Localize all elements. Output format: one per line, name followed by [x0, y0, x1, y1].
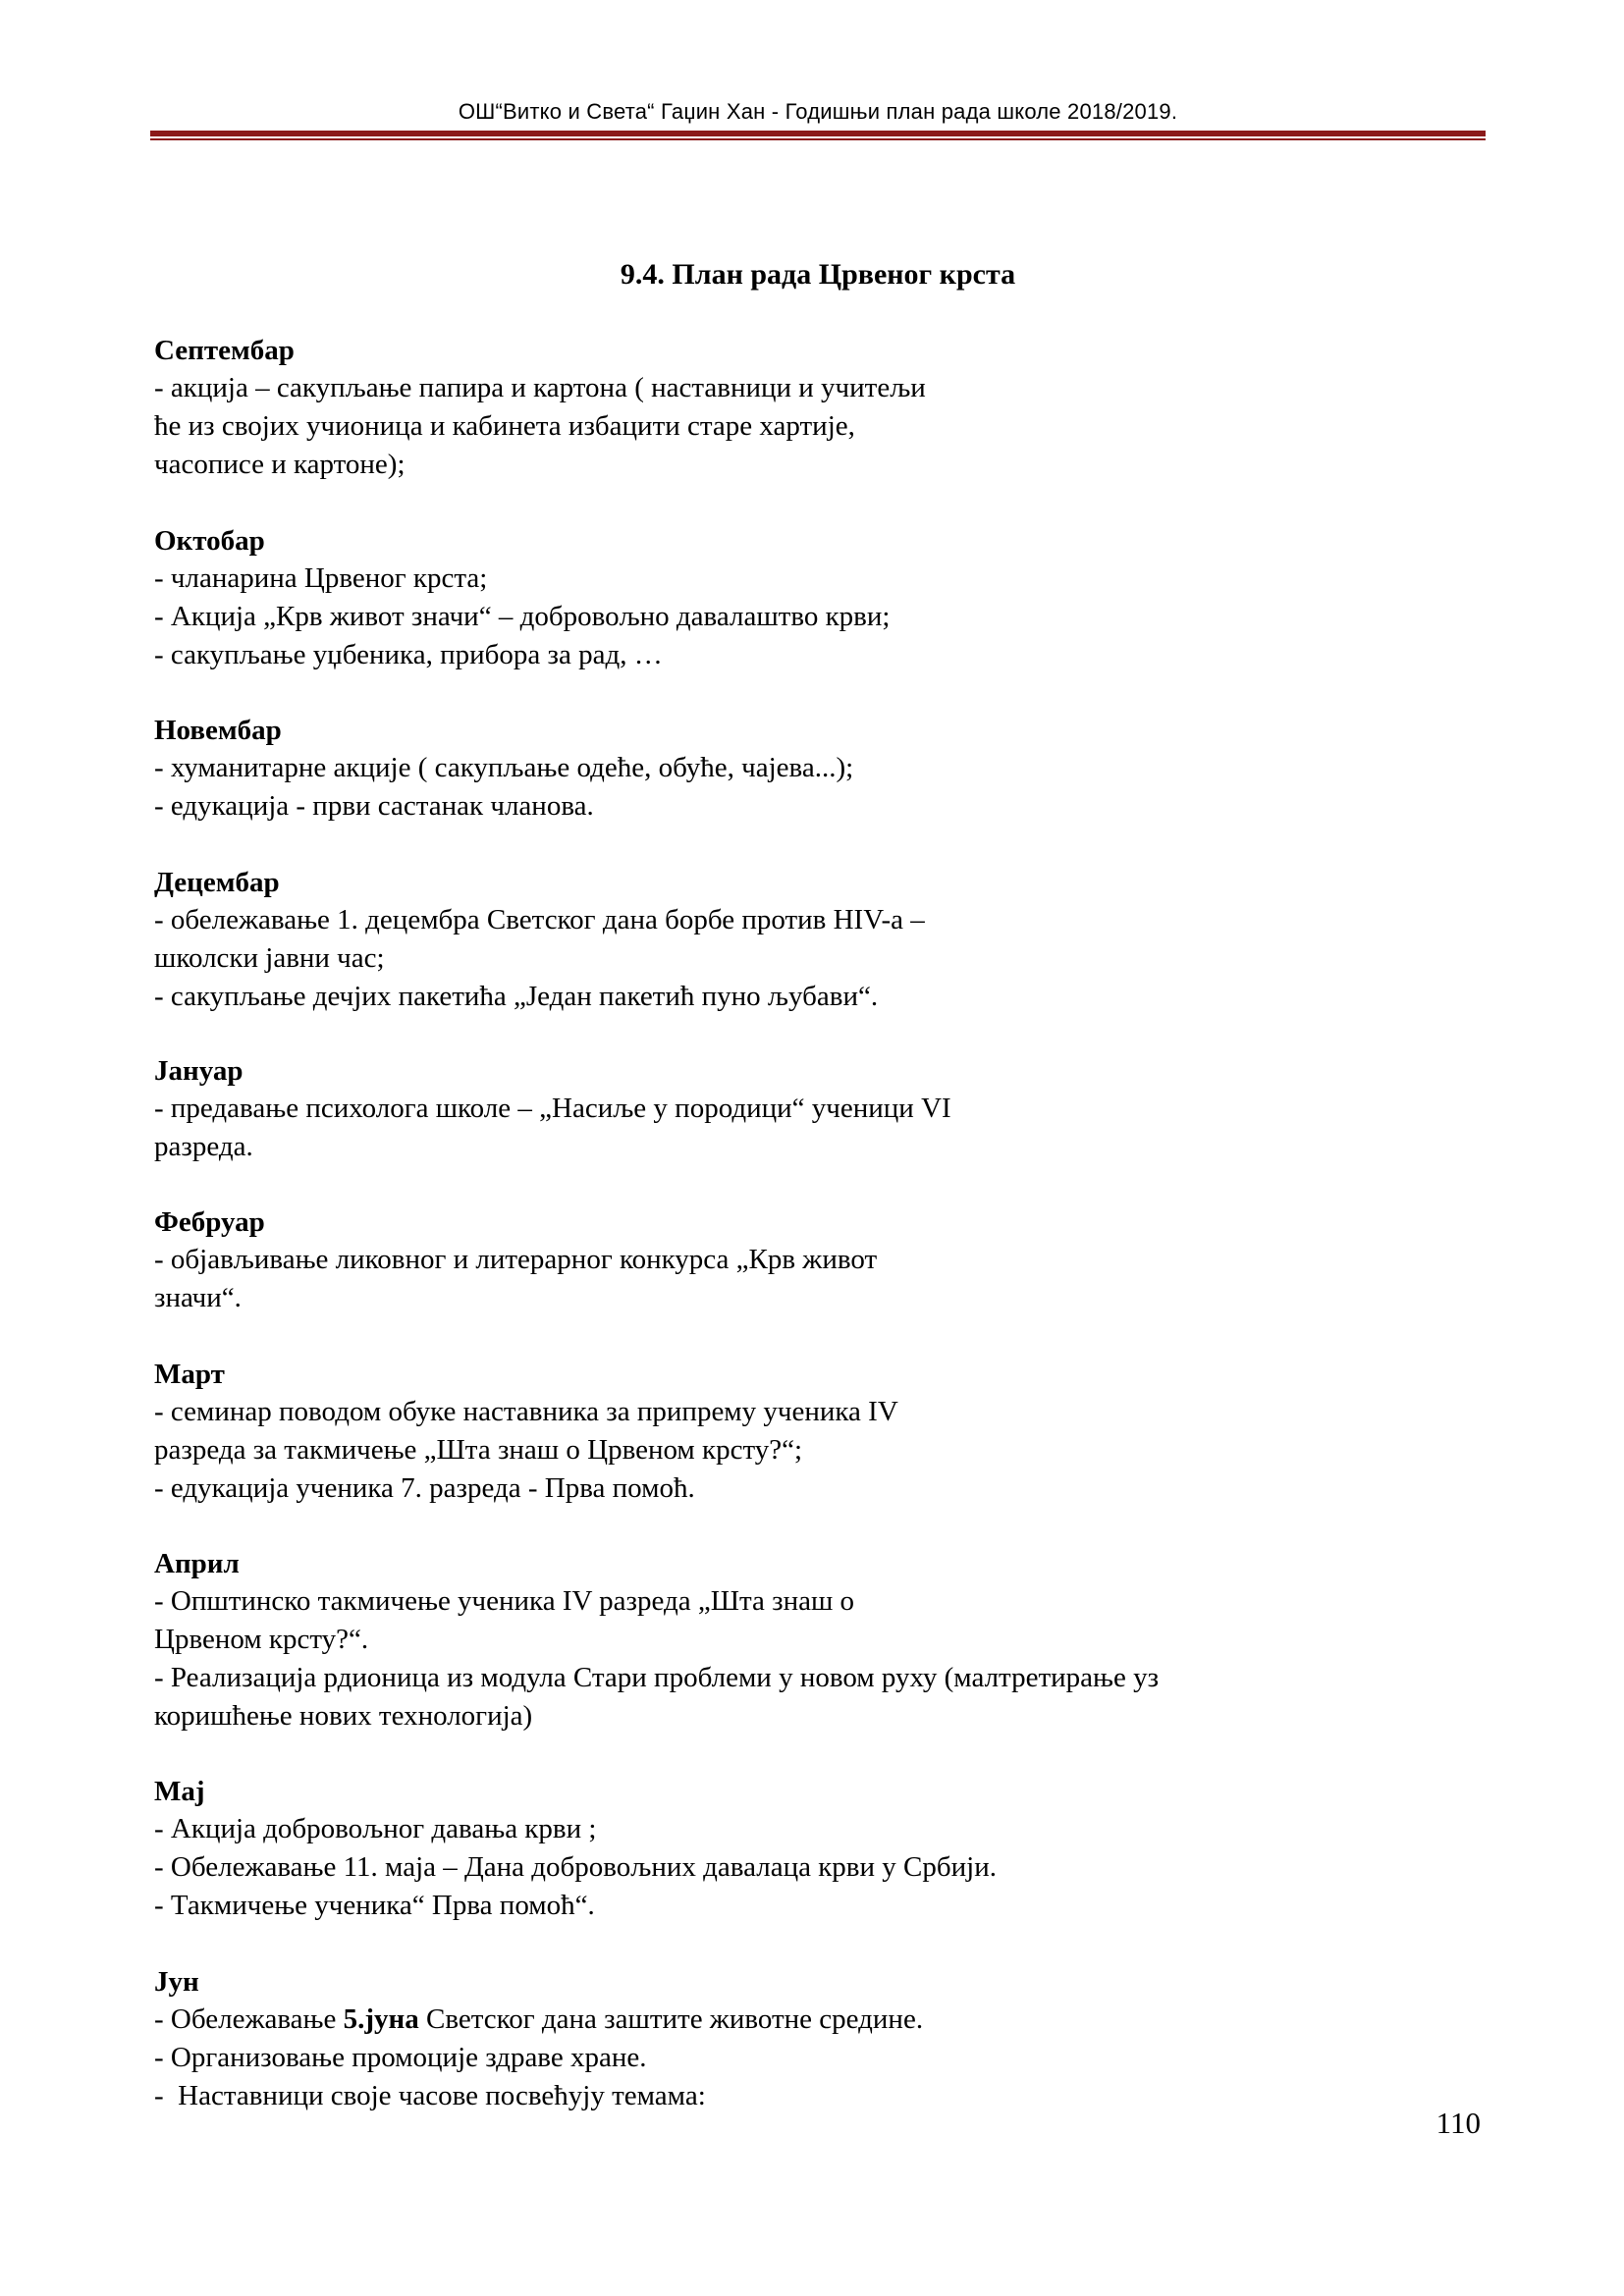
list-item: - Обележавање 11. маја – Дана добровољних давалаца крви у Србији. [154, 1851, 997, 1883]
list-item: ће из својих учионица и кабинета избацити старе хартије, [154, 410, 855, 442]
list-item-text: Светског дана заштите животне средине. [418, 2003, 924, 2035]
month-heading: Септембар [154, 335, 295, 366]
month-section-february [154, 1203, 1372, 1317]
list-item: - објављивање ликовног и литерарног конкурса „Крв живот [154, 1244, 878, 1275]
month-section-october [154, 522, 1372, 674]
list-item: - Акција „Крв живот значи“ – добровољно давалаштво крви; [154, 601, 891, 632]
month-heading: Новембар [154, 715, 282, 746]
month-section-september [154, 332, 1372, 484]
month-section-may [154, 1773, 1372, 1925]
month-heading: Октобар [154, 525, 265, 557]
month-section-march [154, 1356, 1372, 1508]
month-heading: Јануар [154, 1055, 244, 1087]
month-heading: Март [154, 1359, 225, 1390]
month-section-december [154, 864, 1372, 1016]
list-item: разреда. [154, 1131, 253, 1162]
month-heading: Фебруар [154, 1206, 265, 1238]
list-item: - предавање психолога школе – „Насиље у породици“ ученици VI [154, 1093, 951, 1124]
list-item: школски јавни час; [154, 942, 385, 974]
running-header: ОШ“Витко и Света“ Гаџин Хан - Годишњи план рада школе 2018/2019. [458, 99, 1178, 124]
month-heading: Децембар [154, 867, 280, 898]
page-number: 110 [1435, 2106, 1481, 2140]
list-item: - хуманитарне акције ( сакупљање одеће, обуће, чајева...); [154, 752, 854, 783]
month-section-april [154, 1545, 1372, 1735]
month-section-november [154, 712, 1372, 826]
list-item [154, 2001, 1372, 2039]
list-item: - Наставници своје часове посвећују темама: [154, 2080, 706, 2111]
list-item: значи“. [154, 1282, 242, 1313]
list-item: - сакупљање дечјих пакетића „Један пакетић пуно љубави“. [154, 981, 879, 1012]
list-item: разреда за такмичење „Шта знаш о Црвеном крсту?“; [154, 1434, 803, 1466]
list-item-text: - Обележавање [154, 2003, 344, 2035]
list-item: - чланарина Црвеног крста; [154, 562, 488, 594]
list-item: - семинар поводом обуке наставника за припрему ученика IV [154, 1396, 898, 1427]
section-title: 9.4. План рада Црвеног крста [620, 258, 1016, 291]
list-item: коришћење нових технологија) [154, 1700, 533, 1732]
month-heading: Април [154, 1548, 240, 1579]
list-item: часописе и картоне); [154, 449, 406, 480]
list-item: Црвеном крсту?“. [154, 1624, 369, 1655]
month-section-january [154, 1052, 1372, 1166]
list-item: - Акција добровољног давања крви ; [154, 1813, 597, 1844]
list-item: - Такмичење ученика“ Прва помоћ“. [154, 1890, 595, 1921]
list-item: - акција – сакупљање папира и картона ( наставници и учитељи [154, 372, 926, 403]
list-item: - едукација - први састанак чланова. [154, 790, 594, 822]
list-item-bold-date: 5.јуна [343, 2003, 419, 2035]
list-item: - Општинско такмичење ученика IV разреда „Шта знаш о [154, 1585, 855, 1617]
month-heading: Јун [154, 1966, 199, 1998]
list-item: - обележавање 1. децембра Светског дана борбе против HIV-а – [154, 904, 925, 935]
list-item: - едукација ученика 7. разреда - Прва помоћ. [154, 1472, 695, 1504]
list-item: - сакупљање уџбеника, прибора за рад, … [154, 639, 663, 670]
list-item: - Реализација рдионица из модула Стари проблеми у новом руху (малтретирање уз [154, 1662, 1160, 1693]
header-rule-thick [150, 131, 1486, 136]
month-section-june [154, 1963, 1372, 2115]
header-rule-thin [150, 138, 1486, 140]
list-item: - Организовање промоције здраве хране. [154, 2042, 647, 2073]
month-heading: Мај [154, 1776, 205, 1807]
